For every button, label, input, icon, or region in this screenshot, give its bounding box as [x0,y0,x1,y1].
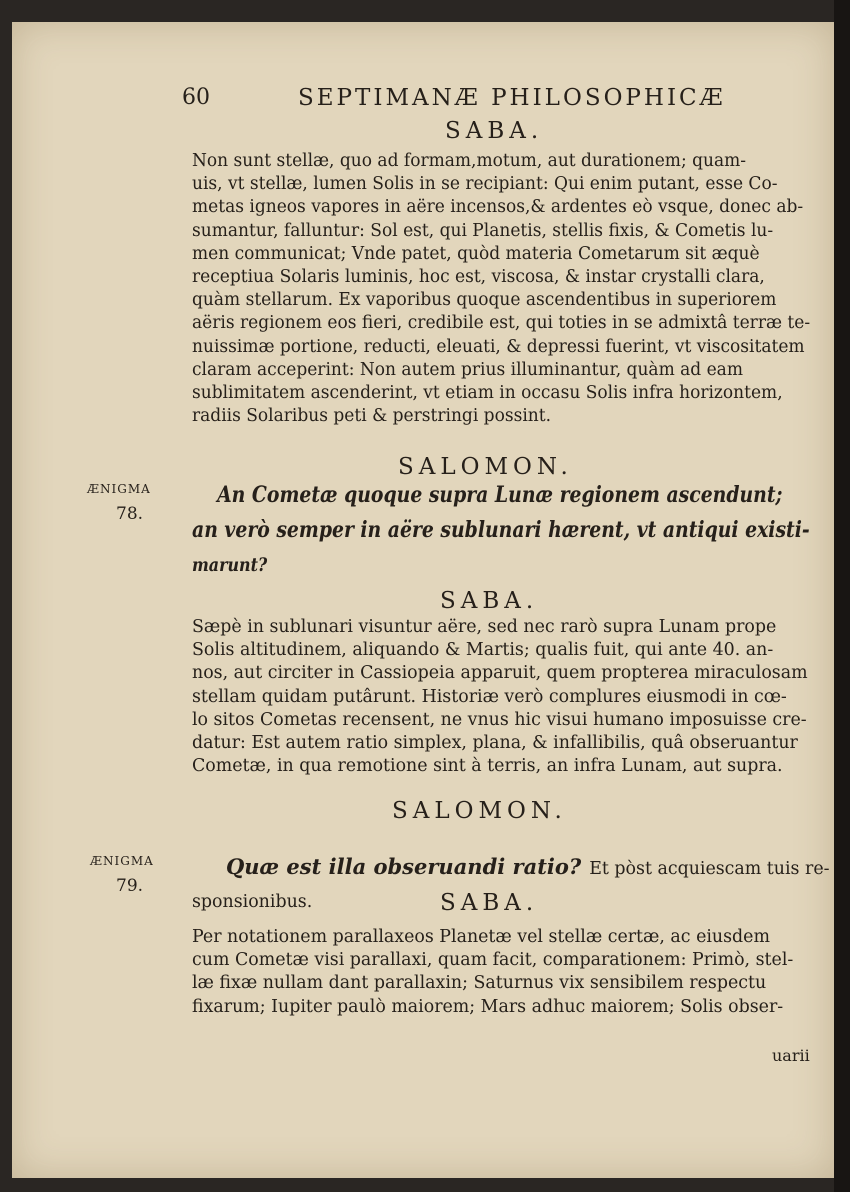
margin-note-number: 78. [116,504,144,524]
margin-note-label: ÆNIGMA [90,854,154,868]
question-aenigma-79 [226,854,830,879]
paragraph-saba-3 [192,926,793,1019]
text-line: sponsionibus. [192,892,313,912]
text-line: men communicat; Vnde patet, quòd materia Cometarum sit æquè [192,243,760,264]
text-line: Sæpè in sublunari visuntur aëre, sed nec rarò supra Lunam prope [192,617,777,637]
book-page [12,22,834,1178]
text-line: An Cometæ quoque supra Lunæ regionem ascendunt; [217,482,783,508]
page-number: 60 [182,85,210,110]
text-line: stellam quidam putârunt. Historiæ verò complures eiusmodi in cœ- [192,686,787,707]
catchword: uarii [772,1046,810,1065]
question-italic-text: Quæ est illa obseruandi ratio? [226,854,582,879]
margin-note-label: ÆNIGMA [87,482,151,496]
margin-note-number: 79. [116,876,144,896]
text-line: uis, vt stellæ, lumen Solis in se recipiant: Qui enim putant, esse Co- [192,174,778,195]
text-line: radiis Solaribus peti & perstringi possint. [192,406,552,427]
speaker-heading: SABA. [440,890,539,916]
text-line: nuissimæ portione, reducti, eleuati, & depressi fuerint, vt viscositatem [192,336,805,357]
paragraph-saba-2 [192,616,808,778]
question-roman-text: Et pòst acquiescam tuis re- [589,859,830,879]
speaker-heading: SALOMON. [398,454,573,480]
text-line: Cometæ, in qua remotione sint à terris, an infra Lunam, aut supra. [192,756,783,777]
text-line: Per notationem parallaxeos Planetæ vel stellæ certæ, ac eiusdem [192,927,770,947]
question-aenigma-78 [192,478,850,583]
text-line: metas igneos vapores in aëre incensos,& ardentes eò vsque, donec ab- [192,197,804,218]
text-line: an verò semper in aëre sublunari hærent, vt antiqui existi- [192,517,810,543]
text-line: lo sitos Cometas recensent, ne vnus hic visui humano imposuisse cre- [192,709,807,730]
speaker-heading: SABA. [445,118,544,144]
paragraph-saba-1 [192,150,823,428]
speaker-heading: SABA. [440,588,539,614]
text-line: quàm stellarum. Ex vaporibus quoque ascendentibus in superiorem [192,290,777,311]
text-line: aëris regionem eos fieri, credibile est, qui toties in se admixtâ terræ te- [192,313,811,334]
page-edge-shadow [834,0,850,1192]
text-line: læ fixæ nullam dant parallaxin; Saturnus vix sensibilem respectu [192,973,767,994]
text-line: receptiua Solaris luminis, hoc est, viscosa, & instar crystalli clara, [192,266,765,287]
text-line: claram acceperint: Non autem prius illuminantur, quàm ad eam [192,359,744,380]
text-line: sublimitatem ascenderint, vt etiam in occasu Solis infra horizontem, [192,382,783,403]
text-line: nos, aut circiter in Cassiopeia apparuit, quem propterea miraculosam [192,663,808,684]
text-line: Non sunt stellæ, quo ad formam,motum, aut durationem; quam- [192,151,747,171]
text-line: sumantur, falluntur: Sol est, qui Planetis, stellis fixis, & Cometis lu- [192,220,774,241]
speaker-heading: SALOMON. [392,798,567,824]
text-line: marunt? [192,554,268,576]
text-line: Solis altitudinem, aliquando & Martis; qualis fuit, qui ante 40. an- [192,640,774,661]
text-line: cum Cometæ visi parallaxi, quam facit, comparationem: Primò, stel- [192,950,794,971]
running-title: SEPTIMANÆ PHILOSOPHICÆ [298,85,726,111]
text-line: datur: Est autem ratio simplex, plana, & infallibilis, quâ obseruantur [192,732,798,753]
text-line: fixarum; Iupiter paulò maiorem; Mars adhuc maiorem; Solis obser- [192,996,784,1017]
